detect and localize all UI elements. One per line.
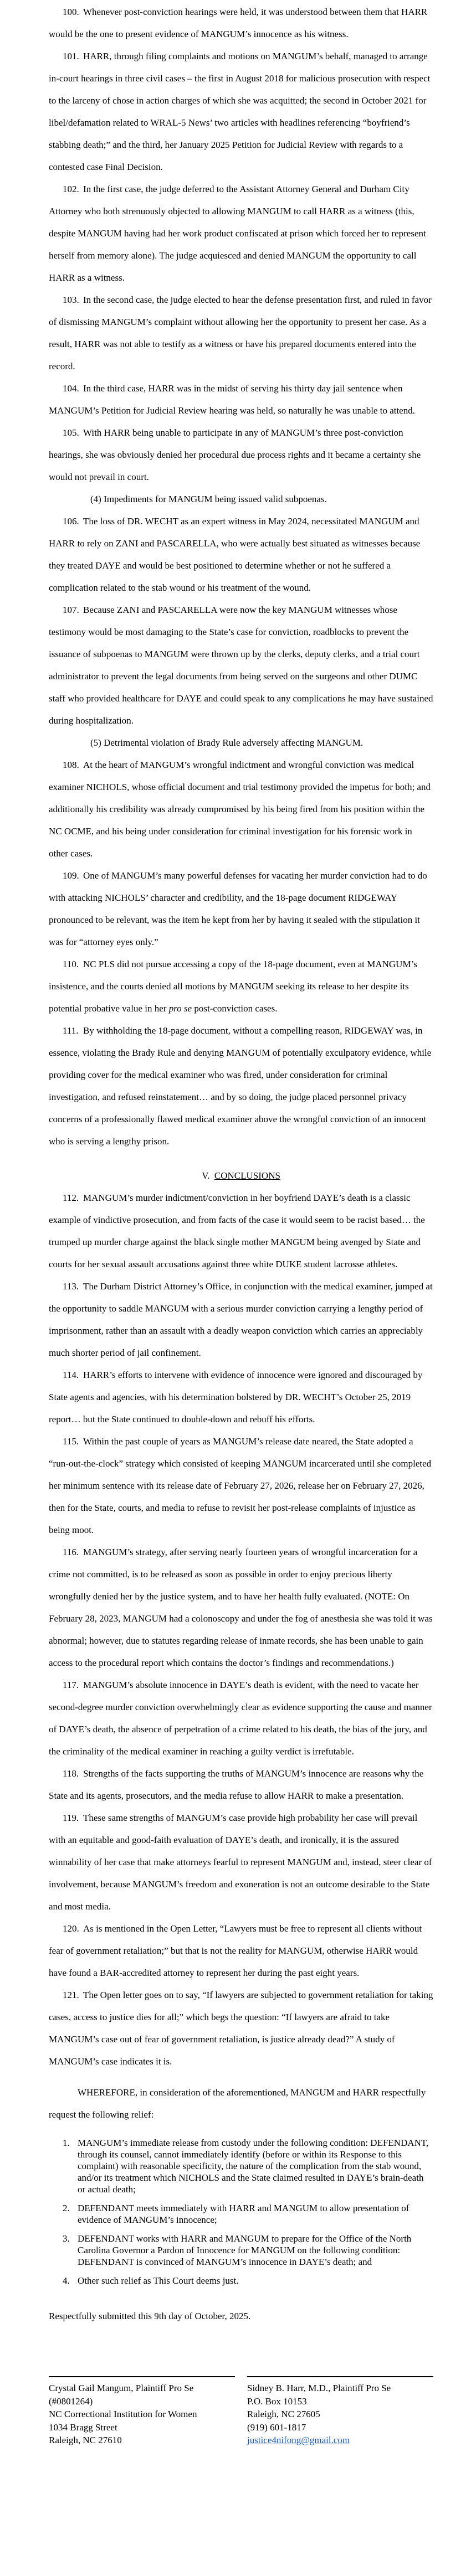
- relief-item-number: 2.: [63, 2203, 70, 2213]
- paragraph-number: 110.: [63, 959, 79, 969]
- paragraph-text: MANGUM’s absolute innocence in DAYE’s death is evident, with the need to vacate her second-degree murder conviction overwhelmingly clear as evidence supporting the cause and manner of DAYE’s death, the absence of perpetration of a crime related to his death, the bias of the jury, and the criminality of the medical examiner in reaching a guilty verdict is irrefutable.: [49, 1680, 432, 1757]
- signer-name: Crystal Gail Mangum, Plaintiff Pro Se: [49, 2383, 194, 2393]
- paragraph-number: 112.: [63, 1193, 79, 1203]
- paragraph-107: [49, 599, 433, 732]
- wherefore-clause: [49, 2082, 433, 2126]
- street-address: 1034 Bragg Street: [49, 2422, 117, 2433]
- paragraph-number: 116.: [63, 1547, 79, 1557]
- paragraph-120: [49, 1918, 433, 1984]
- paragraph-119: [49, 1807, 433, 1918]
- relief-item-text: Other such relief as This Court deems just.: [78, 2275, 239, 2286]
- paragraph-113: [49, 1276, 433, 1364]
- paragraph-110: [49, 953, 433, 1020]
- paragraph-105: [49, 422, 433, 488]
- paragraph-number: 101.: [63, 51, 79, 61]
- submission-date-line: Respectfully submitted this 9th day of October, 2025.: [49, 2311, 251, 2321]
- paragraph-121: [49, 1984, 433, 2073]
- signer-name: Sidney B. Harr, M.D., Plaintiff Pro Se: [247, 2383, 391, 2393]
- inmate-number: (#0801264): [49, 2396, 93, 2407]
- heading-impediments-subpoenas: (4) Impediments for MANGUM being issued valid subpoenas.: [90, 494, 327, 504]
- paragraph-text: In the second case, the judge elected to hear the defense presentation first, and ruled in favor of dismissing MANGUM’s complaint without allowing her the opportunity to present her case. As a result, HARR was not able to testify as a witness or have his prepared documents entered into the record.: [49, 295, 432, 371]
- section-roman-numeral: V.: [202, 1170, 210, 1181]
- paragraph-104: [49, 378, 433, 422]
- paragraph-number: 103.: [63, 295, 79, 305]
- relief-item-number: 4.: [63, 2275, 70, 2286]
- po-box: P.O. Box 10153: [247, 2396, 307, 2407]
- signature-section: [49, 2376, 433, 2447]
- paragraph-103: [49, 289, 433, 378]
- signature-line: [247, 2376, 433, 2377]
- paragraph-text: NC PLS did not pursue accessing a copy of the 18-page document, even at MANGUM’s insistence, and the courts denied all motions by MANGUM seeking its release to her despite its potential probative value in her: [49, 959, 417, 1014]
- relief-item-text: MANGUM’s immediate release from custody under the following condition: DEFENDANT, through its counsel, cannot immediately identify (before or within its Response to this complaint) with reasonable specificity, the nature of the complication from the stab wound, and/or its treatment which NICHOLS and the State claimed resulted in DAYE’s brain-death or actual death;: [78, 2138, 429, 2195]
- paragraph-111: [49, 1020, 433, 1153]
- heading-conclusions: [49, 1165, 433, 1187]
- paragraph-118: [49, 1763, 433, 1807]
- paragraph-106: [49, 510, 433, 599]
- paragraph-text: At the heart of MANGUM’s wrongful indictment and wrongful conviction was medical examiner NICHOLS, whose official document and trial testimony provided the impetus for both; and additionally his credibility was already compromised by his being fired from his position within the NC OCME, and his being under consideration for criminal investigation for his forensic work in other cases.: [49, 760, 431, 859]
- paragraph-number: 119.: [63, 1813, 79, 1823]
- paragraph-108: [49, 754, 433, 865]
- paragraph-number: 106.: [63, 516, 79, 526]
- email-link[interactable]: justice4nifong@gmail.com: [247, 2435, 350, 2445]
- paragraph-text: Strengths of the facts supporting the truths of MANGUM’s innocence are reasons why the State and its agents, prosecutors, and the media refuse to allow HARR to make a presentation.: [49, 1768, 424, 1801]
- paragraph-text: As is mentioned in the Open Letter, “Lawyers must be free to represent all clients without fear of government retaliation;” but that is not the reality for MANGUM, otherwise HARR would have found a BAR-accredited attorney to represent her during the past eight years.: [49, 1923, 422, 1978]
- paragraph-text: The Durham District Attorney’s Office, in conjunction with the medical examiner, jumped at the opportunity to saddle MANGUM with a serious murder conviction carrying a lengthy period of imprisonment, rather than an assault with a deadly weapon conviction which carries an appreciably much shorter period of jail confinement.: [49, 1281, 433, 1358]
- relief-item-text: DEFENDANT works with HARR and MANGUM to prepare for the Office of the North Carolina Governor a Pardon of Innocence for MANGUM on the following condition: DEFENDANT is convinced of MANGUM’s innocence in DAYE’s death; and: [78, 2233, 412, 2267]
- paragraph-text: In the third case, HARR was in the midst of serving his thirty day jail sentence when MANGUM’s Petition for Judicial Review hearing was held, so naturally he was unable to attend.: [49, 383, 415, 416]
- paragraph-number: 104.: [63, 383, 79, 394]
- paragraph-text: post-conviction cases.: [192, 1003, 278, 1014]
- paragraph-number: 120.: [63, 1923, 79, 1934]
- paragraph-100: [49, 1, 433, 45]
- paragraph-text: These same strengths of MANGUM’s case provide high probability her case will prevail with an equitable and good-faith evaluation of DAYE’s death, and ironically, it is the assured winnability of her case that make attorneys fearful to represent MANGUM and, instead, steer clear of involvement, because MANGUM’s freedom and exoneration is not an outcome desirable to the State and most media.: [49, 1813, 432, 1912]
- paragraph-text: HARR, through filing complaints and motions on MANGUM’s behalf, managed to arrange in-court hearings in three civil cases – the first in August 2018 for malicious prosecution with respect to the larceny of chose in action charges of which she was acquitted; the second in October 2021 for libel/defamation related to WRAL-5 News’ two articles with headlines referencing “boyfriend’s stabbing death;” and the third, her January 2025 Petition for Judicial Review with regards to a contested case Final Decision.: [49, 51, 431, 172]
- paragraph-116: [49, 1541, 433, 1674]
- section-title: CONCLUSIONS: [214, 1170, 280, 1181]
- paragraph-number: 115.: [63, 1436, 79, 1447]
- paragraph-101: [49, 45, 433, 178]
- heading-brady-violation: (5) Detrimental violation of Brady Rule adversely affecting MANGUM.: [90, 737, 364, 748]
- signature-block-harr: [247, 2376, 433, 2447]
- relief-item-1: [63, 2137, 433, 2195]
- paragraph-number: 105.: [63, 427, 79, 438]
- signature-block-mangum: [49, 2376, 235, 2447]
- city-state-zip: Raleigh, NC 27605: [247, 2409, 320, 2419]
- paragraph-text: Whenever post-conviction hearings were held, it was understood between them that HARR would be the one to present evidence of MANGUM’s innocence as his witness.: [49, 7, 428, 39]
- paragraph-text: The loss of DR. WECHT as an expert witness in May 2024, necessitated MANGUM and HARR to rely on ZANI and PASCARELLA, who were actually best situated as witnesses because they treated DAYE and would be best positioned to determine whether or not he suffered a complication related to the stab wound or his treatment of the wound.: [49, 516, 421, 593]
- relief-item-text: DEFENDANT meets immediately with HARR and MANGUM to allow presentation of evidence of MANGUM’s innocence;: [78, 2203, 409, 2225]
- paragraph-number: 121.: [63, 1990, 79, 2000]
- paragraph-102: [49, 178, 433, 289]
- paragraph-text: Because ZANI and PASCARELLA were now the key MANGUM witnesses whose testimony would be most damaging to the State’s case for conviction, roadblocks to prevent the issuance of subpoenas to MANGUM were thrown up by the clerks, deputy clerks, and a trial court administrator to prevent the legal documents from being served on the surgeons and other DUMC staff who provided healthcare for DAYE and could speak to any complications he may have sustained during hospitalization.: [49, 605, 433, 726]
- paragraph-number: 108.: [63, 760, 79, 770]
- signature-line: [49, 2376, 235, 2377]
- italic-pro-se: pro se: [168, 1003, 192, 1014]
- phone-number: (919) 601-1817: [247, 2422, 306, 2433]
- paragraph-text: In the first case, the judge deferred to the Assistant Attorney General and Durham City Attorney who both strenuously objected to allowing MANGUM to call HARR as a witness (this, despite MANGUM having had her work product confiscated at prison which forced her to represent herself from memory alone). The judge acquiesced and denied MANGUM the opportunity to call HARR as a witness.: [49, 184, 426, 283]
- paragraph-number: 117.: [63, 1680, 79, 1690]
- relief-item-3: [63, 2233, 433, 2268]
- paragraph-109: [49, 865, 433, 953]
- wherefore-text: WHEREFORE, in consideration of the aforementioned, MANGUM and HARR respectfully request the following relief:: [49, 2087, 426, 2120]
- paragraph-number: 113.: [63, 1281, 79, 1292]
- institution: NC Correctional Institution for Women: [49, 2409, 197, 2419]
- paragraph-number: 100.: [63, 7, 79, 17]
- paragraph-114: [49, 1364, 433, 1431]
- city-state-zip: Raleigh, NC 27610: [49, 2435, 122, 2445]
- relief-item-number: 1.: [63, 2138, 70, 2148]
- relief-item-2: [63, 2202, 433, 2226]
- paragraph-number: 111.: [63, 1025, 79, 1036]
- paragraph-number: 118.: [63, 1768, 79, 1779]
- paragraph-117: [49, 1674, 433, 1763]
- relief-item-number: 3.: [63, 2233, 70, 2244]
- paragraph-115: [49, 1431, 433, 1541]
- paragraph-text: By withholding the 18-page document, without a compelling reason, RIDGEWAY was, in essence, violating the Brady Rule and denying MANGUM of potentially exculpatory evidence, while providing cover for the medical examiner who was fired, under consideration for criminal investigation, and refused reinstatement… and by so doing, the judge placed personnel privacy concerns of a professionally flawed medical examiner above the wrongful conviction of an innocent who is serving a lengthy prison.: [49, 1025, 432, 1147]
- paragraph-number: 107.: [63, 605, 79, 615]
- email-row: [247, 2434, 433, 2447]
- relief-request-list: [63, 2137, 433, 2286]
- paragraph-text: MANGUM’s strategy, after serving nearly fourteen years of wrongful incarceration for a crime not committed, is to be released as soon as possible in order to enjoy precious liberty wrongfully denied her by the justice system, and to have her health fully evaluated. (NOTE: On February 28, 2023, MANGUM had a colonoscopy and under the fog of anesthesia she was told it was abnormal; however, due to statutes regarding release of inmate records, she has been unable to gain access to the procedural report which contains the doctor’s findings and recommendations.): [49, 1547, 433, 1668]
- paragraph-number: 114.: [63, 1370, 79, 1380]
- paragraph-text: The Open letter goes on to say, “If lawyers are subjected to government retaliation for taking cases, access to justice dies for all;” which begs the question: “If lawyers are afraid to take MANGUM’s case out of fear of government retaliation, is justice already dead?” A study of MANGUM’s case indicates it is.: [49, 1990, 433, 2067]
- paragraph-text: HARR’s efforts to intervene with evidence of innocence were ignored and discouraged by State agents and agencies, with his determination bolstered by DR. WECHT’s October 25, 2019 report… but the State continued to double-down and rebuff his efforts.: [49, 1370, 423, 1424]
- paragraph-number: 109.: [63, 870, 79, 881]
- relief-item-4: [63, 2275, 433, 2286]
- paragraph-text: One of MANGUM’s many powerful defenses for vacating her murder conviction had to do with attacking NICHOLS’ character and credibility, and the 18-page document RIDGEWAY pronounced to be relevant, was the item he kept from her by having it sealed with the stipulation it was for “attorney eyes only.”: [49, 870, 427, 947]
- paragraph-112: [49, 1187, 433, 1276]
- paragraph-text: Within the past couple of years as MANGUM’s release date neared, the State adopted a “run-out-the-clock” strategy which consisted of keeping MANGUM incarcerated until she completed her minimum sentence with its release date of February 27, 2026, release her on February 27, 2026, then for the State, courts, and media to refuse to revisit her post-release complaints of injustice as being moot.: [49, 1436, 432, 1535]
- paragraph-text: With HARR being unable to participate in any of MANGUM’s three post-conviction hearings, she was obviously denied her procedural due process rights and it became a certainty she would not prevail in court.: [49, 427, 421, 482]
- paragraph-text: MANGUM’s murder indictment/conviction in her boyfriend DAYE’s death is a classic example of vindictive prosecution, and from facts of the case it would seem to be racist based… the trumped up murder charge against the black single mother MANGUM being avenged by State and courts for her sexual assault accusations against three white DUKE student lacrosse athletes.: [49, 1193, 425, 1269]
- paragraph-number: 102.: [63, 184, 79, 194]
